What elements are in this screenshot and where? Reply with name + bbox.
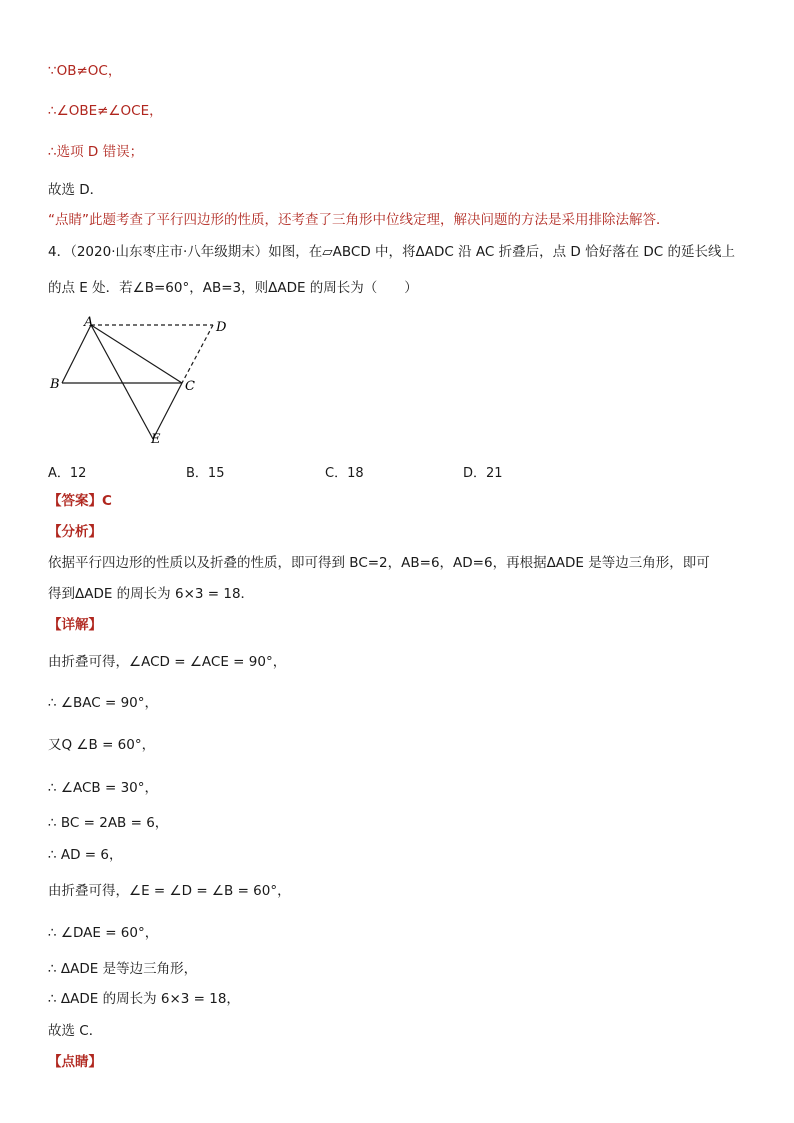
analysis-line-2: 得到ΔADE 的周长为 6×3 = 18． xyxy=(48,586,255,602)
label-C: C xyxy=(185,379,195,394)
segment-CE xyxy=(153,383,182,439)
reason-line-2: ∴∠OBE≠∠OCE， xyxy=(48,103,163,119)
segment-DC-dashed xyxy=(182,325,213,383)
comment-line: “点睛”此题考查了平行四边形的性质，还考查了三角形中位线定理，解决问题的方法是采用排除法解答． xyxy=(48,212,670,228)
reason-line-3: ∴选项 D 错误； xyxy=(48,144,144,160)
detail-line-8: ∴ ∠DAE = 60°， xyxy=(48,925,159,941)
question-line-2: 的点 E 处．若∠B=60°，AB=3，则ΔADE 的周长为（ ） xyxy=(48,280,418,296)
detail-line-7: 由折叠可得，∠E = ∠D = ∠B = 60°， xyxy=(48,883,291,899)
detail-line-11: 故选 C． xyxy=(48,1023,103,1039)
reason-line-1: ∵OB≠OC， xyxy=(48,63,122,79)
label-A: A xyxy=(84,315,94,330)
detail-line-2: ∴ ∠BAC = 90°， xyxy=(48,695,158,711)
analysis-heading: 【分析】 xyxy=(48,524,102,540)
label-E: E xyxy=(151,432,161,447)
question-line-1: 4．（2020·山东枣庄市·八年级期末）如图，在▱ABCD 中，将ΔADC 沿 AC 折叠后，点 D 恰好落在 DC 的延长线上 xyxy=(48,244,736,260)
segment-AE xyxy=(91,325,153,439)
answer: 【答案】C xyxy=(48,493,112,509)
conclusion-line: 故选 D． xyxy=(48,182,104,198)
analysis-line-1: 依据平行四边形的性质以及折叠的性质，即可得到 BC=2，AB=6，AD=6，再根据ΔADE 是等边三角形，即可 xyxy=(48,555,710,571)
detail-line-9: ∴ ΔADE 是等边三角形， xyxy=(48,961,198,977)
choice-d: D．21 xyxy=(463,466,503,481)
detail-line-3: 又Q ∠B = 60°， xyxy=(48,737,156,753)
choice-a: A．12 xyxy=(48,466,87,481)
detail-line-5: ∴ BC = 2AB = 6， xyxy=(48,815,169,831)
detail-line-1: 由折叠可得，∠ACD = ∠ACE = 90°， xyxy=(48,654,287,670)
choice-c: C．18 xyxy=(325,466,364,481)
choice-b: B．15 xyxy=(186,466,225,481)
label-D: D xyxy=(216,320,227,335)
detail-heading: 【详解】 xyxy=(48,617,102,633)
segment-AB xyxy=(62,325,91,383)
parallelogram-figure xyxy=(48,313,258,448)
detail-line-6: ∴ AD = 6， xyxy=(48,847,123,863)
detail-line-10: ∴ ΔADE 的周长为 6×3 = 18， xyxy=(48,991,240,1007)
detail-line-4: ∴ ∠ACB = 30°， xyxy=(48,780,158,796)
label-B: B xyxy=(50,377,60,392)
segment-AC xyxy=(91,325,182,383)
comment-heading: 【点睛】 xyxy=(48,1054,102,1070)
